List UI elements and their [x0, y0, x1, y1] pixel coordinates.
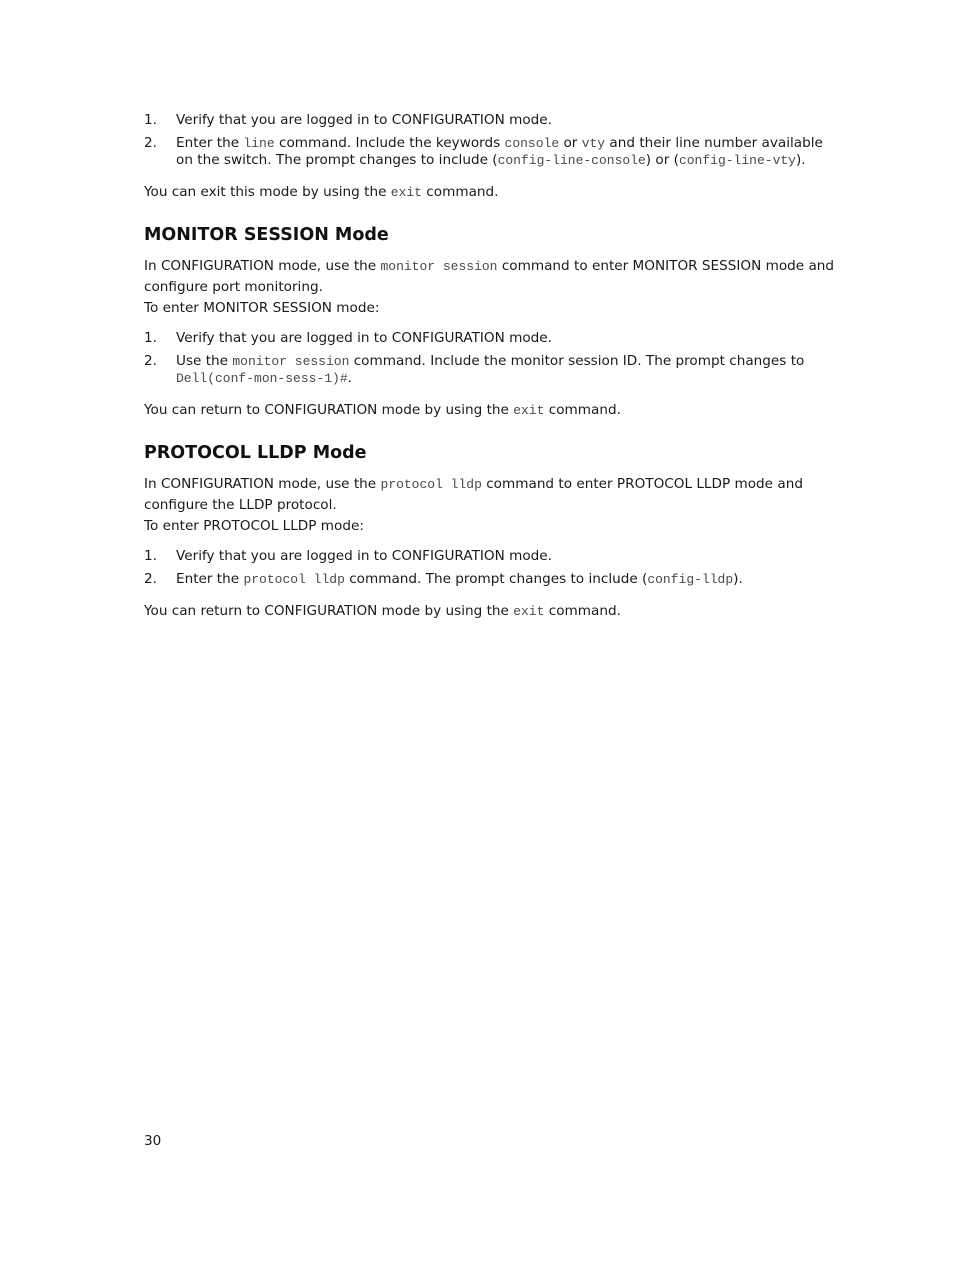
- code-config-line-console: config-line-console: [497, 153, 646, 168]
- monitor-session-intro: [144, 256, 844, 297]
- line-mode-steps: [144, 112, 844, 169]
- code-protocol-lldp: protocol lldp: [243, 572, 345, 587]
- exit-note-text: command.: [421, 184, 499, 200]
- step-text: command. Include the keywords: [274, 135, 505, 151]
- code-exit: exit: [390, 185, 422, 200]
- step-number: 1.: [144, 112, 157, 128]
- exit-note-text: command.: [544, 402, 621, 418]
- step-text: Verify that you are logged in to CONFIGURATION mode.: [176, 548, 552, 564]
- code-prompt: Dell(conf-mon-sess-1)#: [176, 371, 348, 386]
- step-number: 2.: [144, 353, 157, 369]
- step-number: 2.: [144, 571, 157, 587]
- step-text: ).: [795, 152, 806, 168]
- code-protocol-lldp: protocol lldp: [380, 477, 482, 492]
- code-config-line-vty: config-line-vty: [678, 153, 796, 168]
- code-exit: exit: [513, 403, 545, 418]
- step-text: ) or (: [645, 152, 679, 168]
- intro-text: In CONFIGURATION mode, use the: [144, 258, 381, 274]
- list-item: [144, 571, 844, 588]
- step-text: command. The prompt changes to include (: [344, 571, 648, 587]
- protocol-lldp-lead: To enter PROTOCOL LLDP mode:: [144, 518, 364, 534]
- protocol-lldp-heading: PROTOCOL LLDP Mode: [144, 443, 367, 463]
- exit-note-text: You can return to CONFIGURATION mode by using the: [144, 402, 514, 418]
- intro-text: command to enter MONITOR SESSION mode and configure port monitoring.: [144, 258, 835, 295]
- step-text: Verify that you are logged in to CONFIGURATION mode.: [176, 112, 552, 128]
- step-text: Use the: [176, 353, 233, 369]
- code-exit: exit: [513, 604, 545, 619]
- step-text: Enter the: [176, 135, 244, 151]
- page-number: 30: [144, 1133, 162, 1149]
- exit-note: [144, 603, 844, 620]
- code-monitor-session: monitor session: [232, 354, 350, 369]
- exit-note-text: command.: [544, 603, 621, 619]
- monitor-session-lead: To enter MONITOR SESSION mode:: [144, 300, 380, 316]
- monitor-session-heading: MONITOR SESSION Mode: [144, 225, 389, 245]
- exit-note-text: You can exit this mode by using the: [144, 184, 391, 200]
- list-item: [144, 353, 844, 387]
- list-item: [144, 548, 844, 565]
- step-number: 2.: [144, 135, 157, 151]
- step-text: command. Include the monitor session ID. The prompt changes to: [349, 353, 805, 369]
- exit-note: [144, 402, 844, 419]
- list-item: [144, 135, 844, 169]
- step-text: .: [347, 370, 352, 386]
- step-text: Verify that you are logged in to CONFIGURATION mode.: [176, 330, 552, 346]
- code-line: line: [243, 136, 275, 151]
- list-item: [144, 330, 844, 347]
- protocol-lldp-steps: [144, 548, 844, 588]
- step-text: and their line number available on the switch. The prompt changes to include (: [176, 135, 823, 168]
- step-number: 1.: [144, 548, 157, 564]
- code-config-lldp: config-lldp: [647, 572, 734, 587]
- exit-note: [144, 184, 844, 201]
- protocol-lldp-intro: [144, 474, 844, 515]
- code-monitor-session: monitor session: [380, 259, 498, 274]
- step-number: 1.: [144, 330, 157, 346]
- monitor-session-steps: [144, 330, 844, 387]
- step-text: or: [559, 135, 582, 151]
- page-content: [144, 112, 844, 620]
- step-text: ).: [733, 571, 743, 587]
- intro-text: command to enter PROTOCOL LLDP mode and configure the LLDP protocol.: [144, 476, 803, 513]
- exit-note-text: You can return to CONFIGURATION mode by using the: [144, 603, 514, 619]
- intro-text: In CONFIGURATION mode, use the: [144, 476, 381, 492]
- code-console: console: [504, 136, 560, 151]
- code-vty: vty: [581, 136, 606, 151]
- step-text: Enter the: [176, 571, 244, 587]
- list-item: [144, 112, 844, 129]
